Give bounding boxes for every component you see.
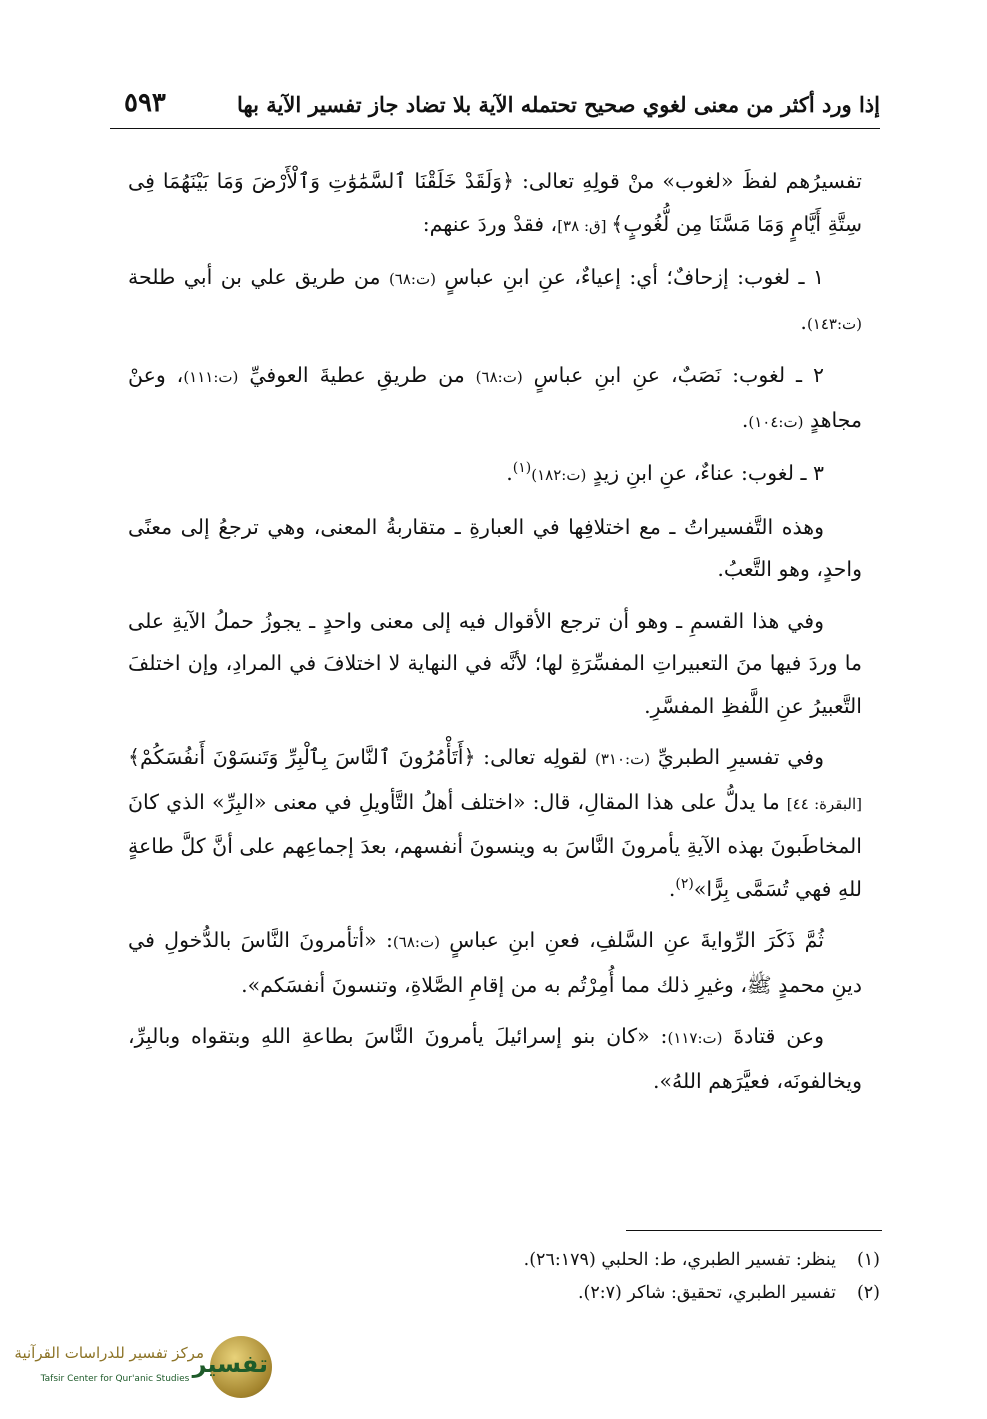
- text-span: .: [741, 407, 749, 432]
- paragraph-1: [128, 160, 862, 247]
- death-date: (ت:٣١٠): [595, 750, 651, 768]
- body-text: [128, 160, 862, 1111]
- paragraph-4: [128, 736, 862, 910]
- paragraph-6: [128, 1015, 862, 1102]
- text-span: ١ ـ لغوب: إزحافٌ؛ أي: إعياءٌ، عنِ ابنِ عباسٍ: [435, 265, 825, 289]
- publisher-logo: [14, 1336, 272, 1402]
- text-span: ثُمَّ ذَكَرَ الرِّوايةَ عنِ السَّلفِ، فعنِ ابنِ عباسٍ: [439, 928, 825, 952]
- text-span: .: [506, 461, 513, 485]
- footnote-1: [300, 1244, 880, 1277]
- footnote-ref[interactable]: (١): [512, 460, 532, 477]
- logo-word: تفسير: [192, 1350, 268, 1378]
- footnotes: [300, 1244, 880, 1310]
- death-date: (ت:١٤٣): [806, 314, 862, 333]
- logo-name: مركز تفسير للدراسات القرآنية: [14, 1344, 204, 1362]
- quran-verse: ﴿وَلَقَدْ خَلَقْنَا ٱلسَّمَٰوَٰتِ وَٱلْأَرْضَ وَمَا بَيْنَهُمَا فِى سِتَّةِ أَيَّامٍ وَمَا مَسَّنَا مِن لُّغُوبٍ﴾: [128, 169, 862, 236]
- running-header: [110, 86, 880, 129]
- text-span: ما يدلُّ على هذا المقالِ، قال: «اختلف أهلُ التَّأويلِ في معنى «البِرِّ» الذي كانَ المخاطَبونَ بهذه الآيةِ يأمرونَ النَّاسَ به وينسونَ أنفسهم، بعدَ إجماعِهم على أنَّ كلَّ طاعةٍ للهِ فهي تُسَمَّى بِرًّا»: [128, 789, 862, 901]
- text-span: .: [668, 876, 676, 901]
- text-span: ٣ ـ لغوب: عناءٌ، عنِ ابنِ زيدٍ: [586, 461, 824, 485]
- paragraph-3: وفي هذا القسمِ ـ وهو أن ترجع الأقوال فيه إلى معنى واحدٍ ـ يجوزُ حملُ الآيةِ على ما وردَ فيها منَ التعبيراتِ المفسِّرَةِ لها؛ لأنَّه في النهاية لا اختلافَ في المرادِ، وإن اختلفَ التَّعبيرُ عنِ اللَّفظِ المفسَّرِ.: [128, 608, 862, 718]
- list-item-2: [128, 354, 862, 443]
- text-span: وفي تفسيرِ الطبريِّ: [650, 745, 825, 769]
- text-span: : «أتأمرونَ النَّاسَ بالدُّخولِ في دينِ محمدٍ ﷺ، وغيرِ ذلك مما أُمِرْتُم به من إقامِ الصَّلاةِ، وتنسونَ أنفسَكم».: [128, 928, 862, 997]
- footnote-separator: [626, 1230, 882, 1231]
- footnote-2: [300, 1277, 880, 1310]
- text-span: تفسيرُهم لفظَ «لغوب» منْ قولِهِ تعالى:: [513, 169, 862, 193]
- logo-subtitle: Tafsir Center for Qur'anic Studies: [40, 1374, 190, 1384]
- verse-reference: [البقرة: ٤٤]: [786, 794, 862, 813]
- text-span: ، وعنْ مجاهدٍ: [128, 363, 862, 432]
- death-date: (ت:٦٨): [388, 270, 436, 288]
- paragraph-2: وهذه التَّفسيراتُ ـ مع اختلافِها في العبارةِ ـ متقاربةُ المعنى، وهي ترجعُ إلى معنًى واحدٍ، وهو التَّعبُ.: [128, 514, 862, 581]
- text-span: ، فقدْ وردَ عنهم:: [422, 211, 558, 236]
- death-date: (ت:١١٧): [667, 1029, 723, 1047]
- list-item-1: [128, 256, 862, 345]
- text-span: لقولِه تعالى:: [475, 745, 596, 769]
- text-span: من طريق علي بن أبي طلحة: [128, 265, 389, 289]
- page-number: ٥٩٣: [124, 88, 166, 118]
- text-span: ٢ ـ لغوب: نَصَبٌ، عنِ ابنِ عباسٍ: [522, 363, 824, 387]
- verse-reference: [ق: ٣٨]: [557, 216, 612, 235]
- footnote-ref[interactable]: (٢): [675, 875, 694, 892]
- text-span: من طريقِ عطيةَ العوفيِّ: [238, 363, 476, 387]
- text-span: وعن قتادةَ: [722, 1024, 825, 1048]
- text-span: : «كان بنو إسرائيلَ يأمرونَ النَّاسَ بطاعةِ اللهِ وبتقواه وبالبِرِّ، ويخالفونَه، فعيَّرَهم اللهُ».: [128, 1024, 862, 1093]
- header-title: إذا ورد أكثر من معنى لغوي صحيح تحتمله الآية بلا تضاد جاز تفسير الآية بها: [237, 92, 880, 117]
- quran-verse: ﴿أَتَأْمُرُونَ ٱلنَّاسَ بِٱلْبِرِّ وَتَنسَوْنَ أَنفُسَكُمْ﴾: [128, 745, 476, 769]
- death-date: (ت:١٠٤): [748, 412, 804, 431]
- footnote-number: (٢): [856, 1283, 880, 1303]
- death-date: (ت:١١١): [183, 368, 239, 386]
- death-date: (ت:١٨٢): [531, 466, 587, 484]
- footnote-number: (١): [856, 1250, 880, 1270]
- death-date: (ت:٦٨): [475, 368, 523, 386]
- paragraph-5: [128, 919, 862, 1006]
- text-span: .: [800, 309, 807, 334]
- footnote-text: ينظر: تفسير الطبري، ط: الحلبي (٢٦:١٧٩).: [523, 1250, 836, 1270]
- footnote-text: تفسير الطبري، تحقيق: شاكر (٢:٧).: [577, 1283, 836, 1303]
- list-item-3: [128, 452, 862, 497]
- death-date: (ت:٦٨): [392, 933, 440, 951]
